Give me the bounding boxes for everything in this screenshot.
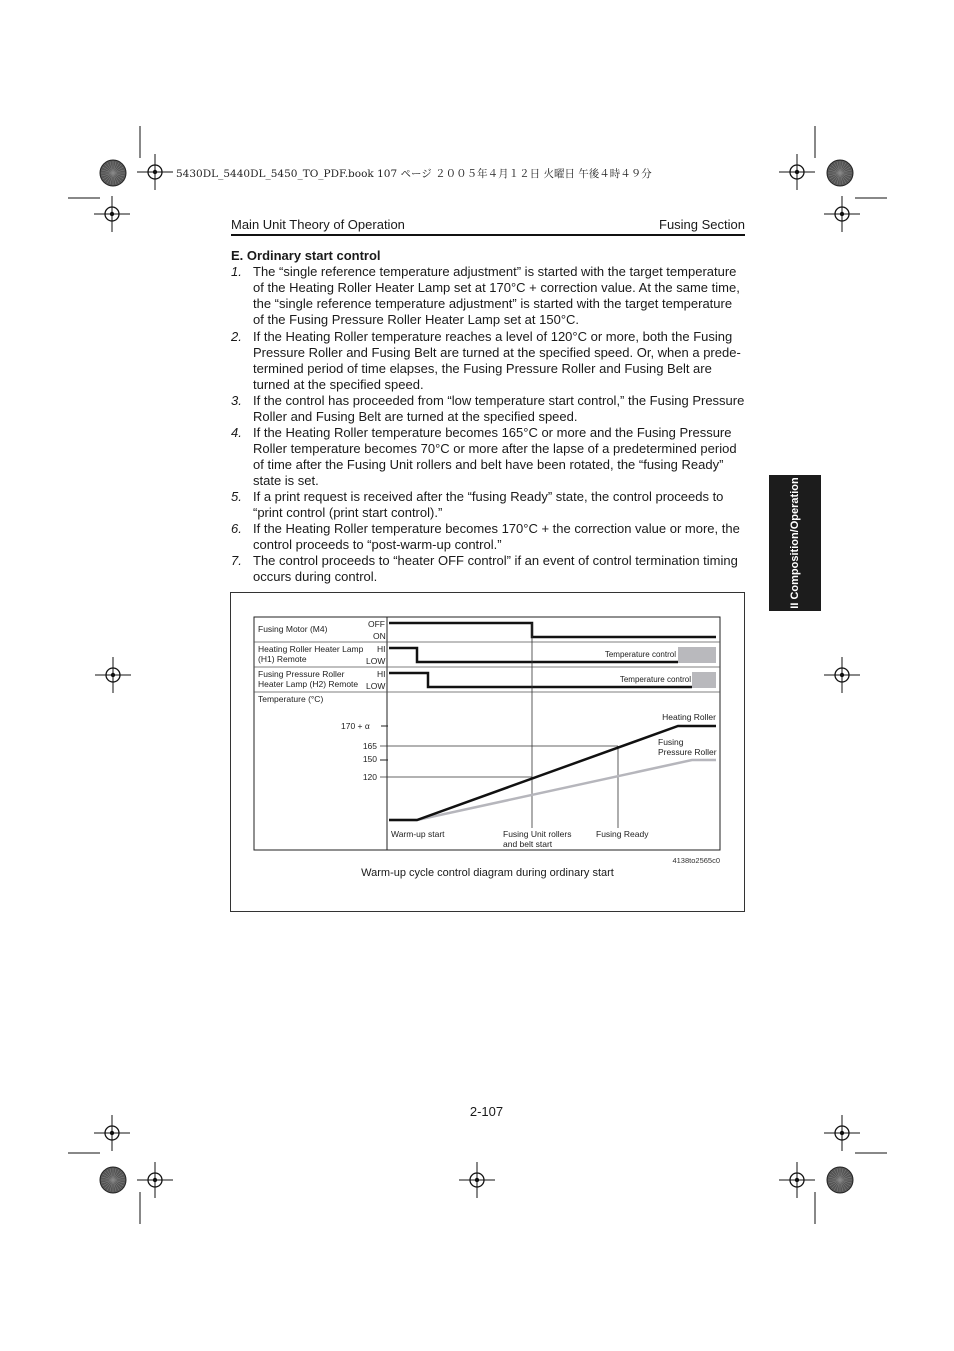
y-tick-label: 165 <box>362 741 377 751</box>
running-head-left: Main Unit Theory of Operation <box>231 217 405 232</box>
step-text: If the Heating Roller temperature reaches a level of 120°C or more, both the Fusing Pressure Roller and Fusing Belt are turned at the specified speed. Or, when a prede-termined period of time elapses, the Fusing Pressure Roller and Fusing Belt are turned at the specified speed. <box>253 329 741 392</box>
event-label-warm-up-start: Warm-up start <box>391 829 445 839</box>
temperature-axis-label: Temperature (°C) <box>258 694 324 704</box>
row-label-heating-lamp-line2: (H1) Remote <box>258 654 307 664</box>
row-label-pressure-lamp-line2: Heater Lamp (H2) Remote <box>258 679 359 689</box>
step-number: 2. <box>231 329 242 344</box>
step-text: The “single reference temperature adjustment” is started with the target temperature of the Heating Roller Heater Lamp set at 170°C + correction value. At the same time, the “single reference temperature adjustment” is started with the target temperature of the Fusing Pressure Roller Heater Lamp set at 150°C. <box>253 264 740 327</box>
step-number: 3. <box>231 393 242 408</box>
row-label-fusing-motor: Fusing Motor (M4) <box>258 624 328 634</box>
temperature-control-band <box>678 647 716 663</box>
figure-caption: Warm-up cycle control diagram during ordinary start <box>361 867 614 879</box>
step-text: If the Heating Roller temperature becomes 170°C + the correction value or more, the control proceeds to “post-warm-up control.” <box>253 521 740 552</box>
step-number: 1. <box>231 264 242 279</box>
event-label-fusing-ready: Fusing Ready <box>596 829 649 839</box>
page-number: 2-107 <box>469 1104 504 1119</box>
state-label-off: OFF <box>368 619 385 629</box>
step-text: The control proceeds to “heater OFF control” if an event of control termination timing occurs during control. <box>253 553 738 584</box>
state-label-low: LOW <box>366 681 386 691</box>
row-label-pressure-lamp: Fusing Pressure Roller <box>258 669 345 679</box>
step-text: If the control has proceeded from “low temperature start control,” the Fusing Pressure Roller and Fusing Belt are turned at the specified speed. <box>253 393 745 424</box>
figure-code: 4138to2565c0 <box>672 856 720 865</box>
step-text: If the Heating Roller temperature becomes 165°C or more and the Fusing Pressure Roller temperature becomes 70°C or more after the lapse of a predetermined period of time after the Fusing Unit rollers and belt have been rotated, the “fusing Ready” state is set. <box>253 425 737 488</box>
print-file-info: 5430DL_5440DL_5450_TO_PDF.book 107 ページ ２００５年４月１２日 火曜日 午後４時４９分 <box>176 168 652 180</box>
state-label-hi: HI <box>377 644 386 654</box>
temperature-control-band <box>692 672 716 688</box>
step-number: 6. <box>231 521 242 536</box>
pressure-roller-curve <box>389 760 716 820</box>
step-text: If a print request is received after the “fusing Ready” state, the control proceeds to “print control (print start control).” <box>253 489 724 520</box>
state-label-low: LOW <box>366 656 386 666</box>
temperature-control-note: Temperature control <box>619 675 691 684</box>
fusing-motor-signal <box>389 623 716 637</box>
event-label-rollers-start-line2: and belt start <box>503 839 553 849</box>
state-label-hi: HI <box>377 669 386 679</box>
section-title: E. Ordinary start control <box>231 248 381 263</box>
temperature-control-note: Temperature control <box>604 650 676 659</box>
row-label-heating-lamp: Heating Roller Heater Lamp <box>258 644 364 654</box>
state-label-on: ON <box>373 631 386 641</box>
y-tick-label: 150 <box>362 754 377 764</box>
event-label-rollers-start: Fusing Unit rollers <box>503 829 572 839</box>
series-label-heating-roller: Heating Roller <box>662 712 716 722</box>
y-tick-label: 120 <box>362 772 377 782</box>
series-label-pressure-roller-line2: Pressure Roller <box>658 747 717 757</box>
running-head-right: Fusing Section <box>659 217 745 232</box>
step-number: 5. <box>231 489 242 504</box>
step-number: 7. <box>231 553 242 568</box>
series-label-pressure-roller: Fusing <box>658 737 684 747</box>
y-tick-label: 170 + α <box>341 721 370 731</box>
chapter-side-tab-label: II Composition/Operation <box>789 477 801 609</box>
step-number: 4. <box>231 425 242 440</box>
